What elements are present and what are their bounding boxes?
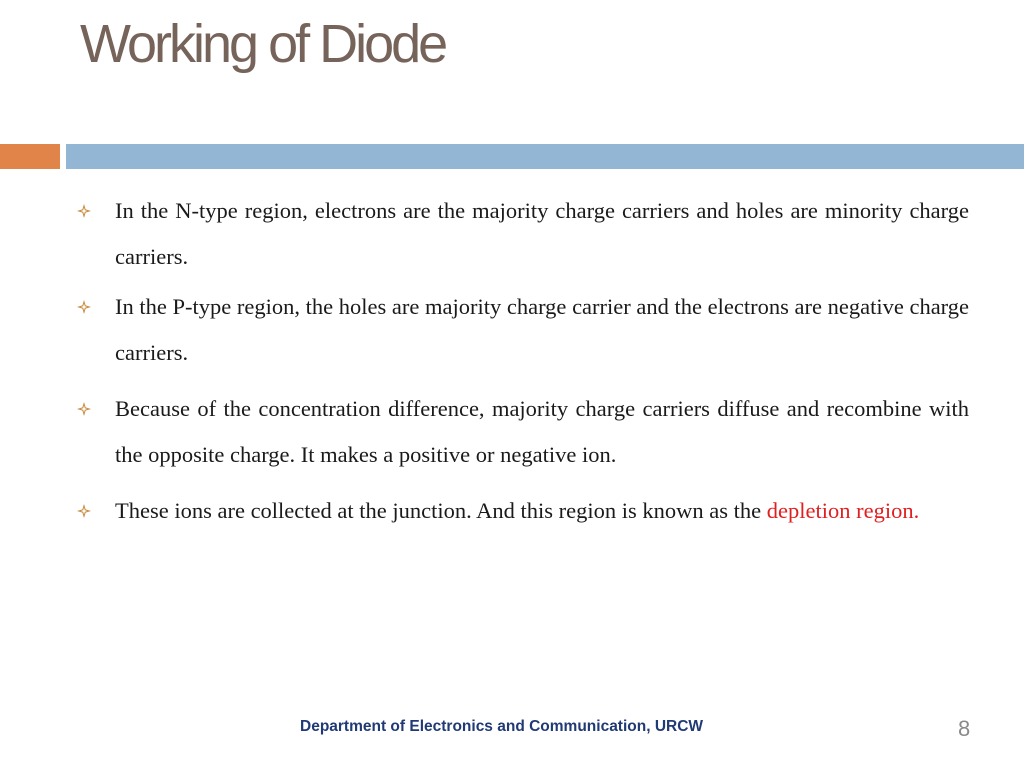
bullet-diamond-icon <box>76 203 92 219</box>
bullet-item <box>76 386 969 478</box>
bullet-item <box>76 488 969 534</box>
bullet-diamond-icon <box>76 503 92 519</box>
bullet-item <box>76 188 969 280</box>
slide-title: Working of Diode <box>80 14 446 74</box>
header-bar <box>66 144 1024 169</box>
bullet-text: In the N-type region, electrons are the majority charge carriers and holes are minority charge carriers. <box>115 198 969 269</box>
bullet-diamond-icon <box>76 299 92 315</box>
footer-department: Department of Electronics and Communication, URCW <box>300 718 704 735</box>
bullet-item <box>76 284 969 376</box>
bullet-text: These ions are collected at the junction. And this region is known as the <box>115 498 767 523</box>
bullet-list <box>76 188 969 534</box>
bullet-text: Because of the concentration difference, majority charge carriers diffuse and recombine with the opposite charge. It makes a positive or negative ion. <box>115 396 969 467</box>
page-number: 8 <box>958 716 971 741</box>
accent-bar <box>0 144 60 169</box>
highlighted-term: depletion region. <box>766 498 920 523</box>
bullet-text: In the P-type region, the holes are majority charge carrier and the electrons are negative charge carriers. <box>115 294 969 365</box>
bullet-diamond-icon <box>76 401 92 417</box>
